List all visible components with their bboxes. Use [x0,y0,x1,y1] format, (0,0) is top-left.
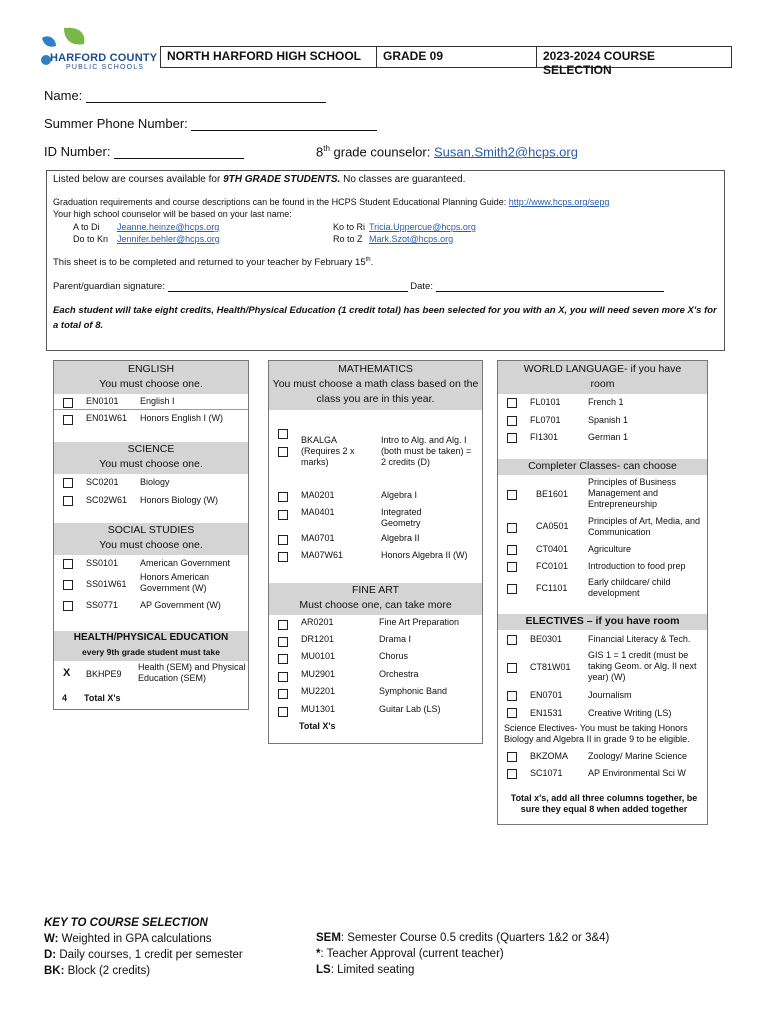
course-code: MU2201 [301,686,336,696]
course-code: EN01W61 [86,413,128,423]
logo-name: HARFORD COUNTY [50,52,158,64]
course-name: Biology [140,477,170,487]
sig-blank[interactable] [168,291,408,292]
bkalga-checkbox-1[interactable] [278,429,288,439]
course-code: FI1301 [530,432,559,442]
ss01w61-checkbox[interactable] [63,580,73,590]
intro-c: No classes are guaranteed. [340,174,466,185]
course-name: Algebra I [381,490,418,500]
course-name: Journalism [588,690,632,700]
math-title: MATHEMATICS [338,363,413,375]
be1601-checkbox[interactable] [507,490,517,500]
course-code: MU0101 [301,651,336,661]
course-code: CT81W01 [530,662,571,672]
course-name: Algebra II [381,533,420,543]
fl0101-checkbox[interactable] [507,398,517,408]
ma07w61-checkbox[interactable] [278,552,288,562]
key-bk [44,963,243,979]
key-sem-k: SEM [316,932,341,944]
logo-subname: PUBLIC SCHOOLS [66,64,145,71]
course-name: Spanish 1 [588,415,629,425]
fc0101-checkbox[interactable] [507,562,517,572]
course-name: Health (SEM) and Physical Education (SEM) [138,662,246,683]
id-blank[interactable] [114,158,244,159]
date-blank[interactable] [436,291,664,292]
range-b: Do to Kn [73,234,109,244]
ss0101-checkbox[interactable] [63,559,73,569]
key-ls-v: : Limited seating [330,964,415,976]
course-code: CT0401 [536,544,569,554]
info-box [46,170,725,351]
course-name: Guitar Lab (LS) [379,704,441,714]
course-name: Early childcare/ child development [588,577,671,598]
course-code: BE1601 [536,489,569,499]
en01w61-checkbox[interactable] [63,415,73,425]
course-name: French 1 [588,397,624,407]
course-name: Intro to Alg. and Alg. I (both must be taken) = 2 credits (D) [381,435,472,467]
counselor-note: Your high school counselor will be based on your last name: [53,209,292,219]
key-d-v: Daily courses, 1 credit per semester [56,949,243,961]
column-math-art [268,360,483,744]
course-name: Drama I [379,634,412,644]
lang-title: WORLD LANGUAGE- if you have room [523,363,682,390]
course-code: SS0771 [86,600,119,610]
course-code: DR1201 [301,634,335,644]
mu2901-checkbox[interactable] [278,672,288,682]
column-core [53,360,249,710]
course-code: BKZOMA [530,751,569,761]
course-name: German 1 [588,432,629,442]
course-name: Chorus [379,651,409,661]
course-code: BKHPE9 [86,669,122,679]
sc1071-checkbox[interactable] [507,769,517,779]
en0701-checkbox[interactable] [507,691,517,701]
id-label: ID Number: [44,144,111,159]
course-code: BE0301 [530,634,563,644]
be0301-checkbox[interactable] [507,635,517,645]
course-code: SC0201 [86,477,119,487]
science-sub: You must choose one. [99,458,203,470]
ma0701-checkbox[interactable] [278,535,288,545]
email-a-link[interactable]: Jeanne.heinze@hcps.org [117,222,220,232]
english-sub: You must choose one. [99,378,203,390]
school-name: NORTH HARFORD HIGH SCHOOL [161,47,377,67]
phone-label: Summer Phone Number: [44,116,188,131]
course-name: Honors Algebra II (W) [381,550,468,560]
fl0701-checkbox[interactable] [507,416,517,426]
course-code: MA0401 [301,507,335,517]
completer-header [498,459,707,475]
health-sub: every 9th grade student must take [82,647,220,657]
course-code: MU2901 [301,669,336,679]
course-code: AR0201 [301,617,334,627]
course-key [44,915,243,979]
electives-total-note: Total x's, add all three columns together, be sure they equal 8 when added together [510,793,698,814]
health-header [54,631,248,661]
math-sub: You must choose a math class based on the class you are in this year. [272,378,479,405]
due-sup: th [365,257,371,263]
grade-label: GRADE 09 [377,47,537,67]
total-label: Total X's [84,693,121,703]
course-code: SC1071 [530,768,563,778]
course-name: English I [140,396,175,406]
course-name: Orchestra [379,669,419,679]
key-d [44,947,243,963]
counselor-label: grade counselor: [329,144,431,160]
course-name: Principles of Art, Media, and Communication [588,516,701,537]
course-name: Zoology/ Marine Science [588,751,688,761]
english-title: ENGLISH [127,363,175,375]
course-name: Principles of Business Management and Entrepreneurship [588,477,677,509]
counselor-b [73,234,220,244]
grad-text [53,197,609,207]
intro-text [53,174,465,185]
key-sem-v: : Semester Course 0.5 credits (Quarters 1&2 or 3&4) [340,932,610,944]
counselor-d [333,234,453,244]
sig-label: Parent/guardian signature: [53,281,168,292]
key-bk-k: BK: [44,965,65,977]
ma0201-checkbox[interactable] [278,492,288,502]
completer-title: Completer Classes- can choose [528,460,677,472]
lang-header [498,361,707,394]
key-w-v: Weighted in GPA calculations [58,933,212,945]
due-label: This sheet is to be completed and returned to your teacher by February 15 [53,257,366,269]
ct81w01-checkbox[interactable] [507,663,517,673]
course-name: Integrated Geometry [381,507,422,528]
date-label: Date: [407,281,436,292]
mu0101-checkbox[interactable] [278,654,288,664]
course-name: Financial Literacy & Tech. [588,634,691,644]
course-name: American Government [140,558,231,568]
key-ls-k: LS [316,964,331,976]
selection-title: 2023-2024 COURSE SELECTION [543,49,656,77]
course-code: MU1301 [301,704,336,714]
course-name: Honors American Government (W) [140,572,210,593]
grad-label: Graduation requirements and course descriptions can be found in the HCPS Student Educational Planning Guide: [53,197,509,207]
course-name: AP Government (W) [140,600,221,610]
course-name: Fine Art Preparation [379,617,460,627]
fi1301-checkbox[interactable] [507,433,517,443]
course-name: Honors Biology (W) [140,495,219,505]
course-name: Honors English I (W) [140,413,224,423]
range-c: Ko to Ri [333,222,366,232]
english-header [54,361,248,394]
course-code: FC0101 [536,561,569,571]
course-code: EN0101 [86,396,119,406]
science-electives-note: Science Electives- You must be taking Honors Biology and Algebra II in grade 9 to be eligible. [504,723,690,744]
key-star-k: * [316,948,321,960]
course-name: Creative Writing (LS) [588,708,672,718]
health-selected-mark: X [63,667,71,679]
column-electives [497,360,708,825]
social-title: SOCIAL STUDIES [107,524,195,536]
course-code: SS01W61 [86,579,127,589]
sc02w61-checkbox[interactable] [63,496,73,506]
course-code: EN0701 [530,690,563,700]
key-bk-v: Block (2 credits) [64,965,151,977]
header-table [160,46,732,77]
intro-b: 9TH GRADE STUDENTS. [223,174,341,185]
course-code: FL0101 [530,397,561,407]
total-count: 4 [62,693,68,703]
course-name: Agriculture [588,544,632,554]
dr1201-checkbox[interactable] [278,637,288,647]
course-name: AP Environmental Sci W [588,768,686,778]
id-field[interactable] [44,144,244,159]
due-text [53,257,373,268]
health-title: HEALTH/PHYSICAL EDUCATION [73,632,229,643]
due-end: . [370,257,374,269]
course-code: FL0701 [530,415,561,425]
course-code: BKALGA (Requires 2 x marks) [301,435,355,467]
course-key-right [316,930,609,978]
ct0401-checkbox[interactable] [507,545,517,555]
email-c-link[interactable]: Tricia.Uppercue@hcps.org [369,222,476,232]
sepg-link[interactable]: http://www.hcps.org/sepg [508,197,610,207]
counselor-c [333,222,476,232]
course-name: Introduction to food prep [588,561,686,571]
phone-blank[interactable] [191,130,377,131]
range-d: Ro to Z [333,234,363,244]
course-name: Symphonic Band [379,686,448,696]
email-b-link[interactable]: Jennifer.behler@hcps.org [117,234,220,244]
counselor-email-link[interactable]: Susan.Smith2@hcps.org [433,144,578,160]
course-code: CA0501 [536,521,569,531]
art-sub: Must choose one, can take more [299,599,452,611]
ca0501-checkbox[interactable] [507,523,517,533]
counselor-sup: th [323,144,330,153]
phone-field[interactable] [44,116,377,131]
course-code: FC1101 [536,583,568,593]
ar0201-checkbox[interactable] [278,620,288,630]
science-title: SCIENCE [127,443,175,455]
fc1101-checkbox[interactable] [507,584,517,594]
key-w [44,931,243,947]
name-blank[interactable] [86,102,326,103]
credits-note: Each student will take eight credits, Health/Physical Education (1 credit total) has been selected for you with an X, you will need seven more X's for a total of 8. [53,305,717,331]
key-d-k: D: [44,949,57,961]
science-header [54,442,248,474]
art-header [269,583,482,615]
key-star [316,946,609,962]
social-sub: You must choose one. [99,539,203,551]
course-name: GIS 1 = 1 credit (must be taking Geom. or Alg. II next year) (W) [588,650,697,682]
course-code: MA0201 [301,490,335,500]
range-a: A to Di [73,222,100,232]
course-code: SS0101 [86,558,119,568]
math-header [269,361,482,410]
key-star-v: : Teacher Approval (current teacher) [320,948,504,960]
ma0401-checkbox[interactable] [278,510,288,520]
name-field[interactable] [44,88,326,103]
key-title: KEY TO COURSE SELECTION [44,917,208,929]
course-code: EN1531 [530,708,563,718]
key-w-k: W: [44,933,59,945]
electives-title: ELECTIVES – if you have room [525,615,680,627]
ss0771-checkbox[interactable] [63,601,73,611]
en0101-checkbox[interactable] [63,398,73,408]
counselor-grade: 8 [316,144,324,160]
art-total-label: Total X's [299,721,336,731]
counselor-line [316,144,578,159]
bkzoma-checkbox[interactable] [507,752,517,762]
sc0201-checkbox[interactable] [63,478,73,488]
course-code: MA07W61 [301,550,344,560]
course-code: SC02W61 [86,495,128,505]
mu2201-checkbox[interactable] [278,689,288,699]
intro-a: Listed below are courses available for [53,174,224,185]
electives-header [498,614,707,630]
signature-line[interactable] [53,281,664,292]
course-code: MA0701 [301,533,335,543]
key-ls [316,962,609,978]
social-header [54,523,248,555]
name-label: Name: [44,88,83,103]
email-d-link[interactable]: Mark.Szot@hcps.org [369,234,454,244]
en1531-checkbox[interactable] [507,708,517,718]
counselor-a [73,222,219,232]
mu1301-checkbox[interactable] [278,707,288,717]
bkalga-checkbox-2[interactable] [278,447,288,457]
art-title: FINE ART [351,584,400,596]
key-sem [316,930,609,946]
